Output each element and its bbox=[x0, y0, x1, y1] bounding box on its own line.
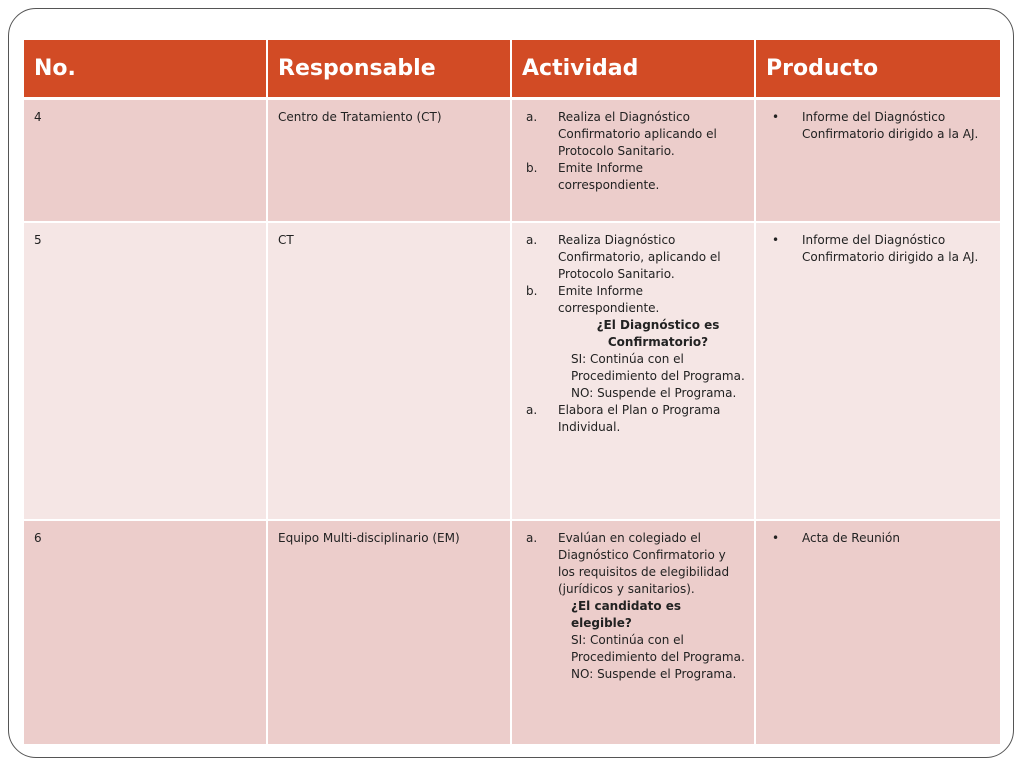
decision-question: ¿El Diagnóstico es Confirmatorio? bbox=[596, 318, 720, 349]
list-marker: a. bbox=[526, 531, 538, 545]
list-marker: a. bbox=[526, 403, 538, 417]
list-item bbox=[522, 402, 746, 436]
bullet-icon: • bbox=[772, 110, 780, 124]
row-6-producto bbox=[756, 521, 1000, 744]
list-text: Realiza el Diagnóstico Confirmatorio aplicando el Protocolo Sanitario. bbox=[558, 110, 717, 158]
list-item bbox=[766, 232, 992, 266]
list-text: Informe del Diagnóstico Confirmatorio dirigido a la AJ. bbox=[802, 110, 979, 141]
list-item bbox=[766, 530, 992, 547]
decision-no: NO: Suspende el Programa. bbox=[571, 667, 737, 681]
list-text: Evalúan en colegiado el Diagnóstico Confirmatorio y los requisitos de elegibilidad (jurídicos y sanitarios). bbox=[558, 531, 730, 596]
decision-question: ¿El candidato es elegible? bbox=[571, 599, 682, 630]
list-marker: b. bbox=[526, 284, 538, 298]
row-6-no: 6 bbox=[24, 521, 268, 744]
header-actividad: Actividad bbox=[512, 40, 756, 100]
list-item bbox=[522, 109, 746, 160]
list-item bbox=[766, 109, 992, 143]
list-marker: a. bbox=[526, 110, 538, 124]
row-4-producto bbox=[756, 100, 1000, 223]
list-text: Informe del Diagnóstico Confirmatorio dirigido a la AJ. bbox=[802, 233, 979, 264]
header-producto: Producto bbox=[756, 40, 1000, 100]
list-item bbox=[522, 283, 746, 317]
list-marker: b. bbox=[526, 161, 538, 175]
list-text: Elabora el Plan o Programa Individual. bbox=[558, 403, 721, 434]
row-5-responsable: CT bbox=[268, 223, 512, 521]
list-marker: a. bbox=[526, 233, 538, 247]
list-text: Acta de Reunión bbox=[802, 531, 900, 545]
header-responsable: Responsable bbox=[268, 40, 512, 100]
list-item bbox=[522, 530, 746, 598]
row-5-no: 5 bbox=[24, 223, 268, 521]
decision-no: NO: Suspende el Programa. bbox=[571, 386, 737, 400]
list-text: Emite Informe correspondiente. bbox=[558, 161, 660, 192]
row-6-responsable: Equipo Multi-disciplinario (EM) bbox=[268, 521, 512, 744]
row-6-actividad bbox=[512, 521, 756, 744]
list-item bbox=[522, 232, 746, 283]
list-text: Realiza Diagnóstico Confirmatorio, aplicando el Protocolo Sanitario. bbox=[558, 233, 721, 281]
decision-yes: SI: Continúa con el Procedimiento del Programa. bbox=[571, 352, 745, 383]
decision-yes: SI: Continúa con el Procedimiento del Programa. bbox=[571, 633, 745, 664]
list-item bbox=[522, 160, 746, 194]
row-4-responsable: Centro de Tratamiento (CT) bbox=[268, 100, 512, 223]
bullet-icon: • bbox=[772, 233, 780, 247]
header-no: No. bbox=[24, 40, 268, 100]
row-5-actividad bbox=[512, 223, 756, 521]
bullet-icon: • bbox=[772, 531, 780, 545]
row-4-actividad bbox=[512, 100, 756, 223]
list-text: Emite Informe correspondiente. bbox=[558, 284, 660, 315]
row-4-no: 4 bbox=[24, 100, 268, 223]
procedure-table bbox=[24, 40, 1000, 744]
row-5-producto bbox=[756, 223, 1000, 521]
